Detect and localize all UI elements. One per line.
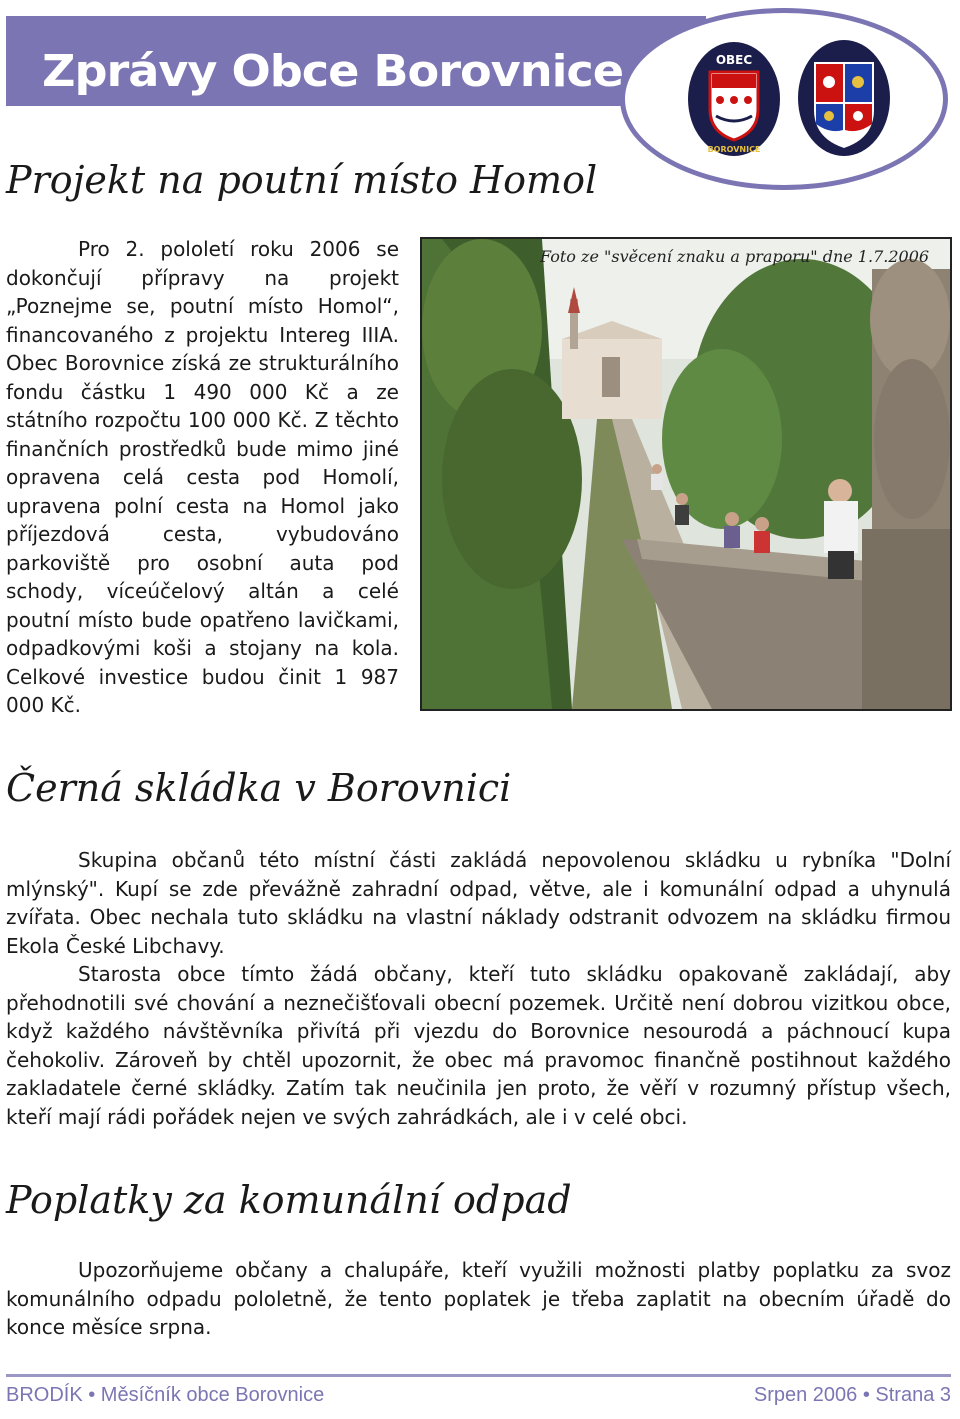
footer-publication: BRODÍK • Měsíčník obce Borovnice	[6, 1384, 325, 1406]
homol-article-text: Pro 2. pololetí roku 2006 se dokončují přípravy na projekt „Poznejme se, poutní místo Homol“, financovaného z projektu Intereg IIIA. Obec Borovnice získá ze strukturálního fondu částku 1 490 000 Kč a ze státního rozpočtu 100 000 Kč. Z těchto finančních prostředků bude mimo jiné opravena celá cesta pod Homolí, upravena polní cesta na Homol jako příjezdová cesta, vybudováno parkoviště pro osobní auta pod schody, víceúčelový altán a celé poutní místo bude opatřeno lavičkami, odpadkovými koši a stojany na kola. Celkové investice budou činit 1 987 000 Kč.	[6, 237, 399, 717]
footer-divider	[6, 1374, 951, 1377]
section-heading-skladka: Černá skládka v Borovnici	[6, 766, 512, 810]
pilgrimage-stairs-image	[422, 239, 950, 709]
poplatky-paragraph: Upozorňujeme občany a chalupáře, kteří využili možnosti platby poplatku za svoz komunálního odpadu pololetně, že tento poplatek je třeba zaplatit na obecním úřadě do konce měsíce srpna.	[6, 1258, 951, 1339]
svg-text:BOROVNICE: BOROVNICE	[707, 145, 761, 154]
homol-photo	[420, 237, 952, 711]
footer-page-info: Srpen 2006 • Strana 3	[753, 1384, 951, 1406]
svg-text:OBEC: OBEC	[715, 53, 753, 67]
section-heading-homol: Projekt na poutní místo Homol	[6, 158, 598, 202]
masthead-banner	[6, 16, 706, 106]
poplatky-article	[6, 1256, 951, 1342]
state-coat-of-arms-icon	[796, 38, 892, 158]
skladka-paragraph-1: Skupina občanů této místní části zakládá nepovolenou skládku u rybníka "Dolní mlýnský". Kupí se zde převážně zahradní odpad, větve, ale i komunální odpad a uhynulá zvířata. Obec nechala tuto skládku na vlastní náklady odstranit odvozem na skládku firmou Ekola České Libchavy.	[6, 848, 951, 958]
emblem-frame	[620, 8, 948, 190]
skladka-paragraph-2: Starosta obce tímto žádá občany, kteří tuto skládku opakovaně zakládají, aby přehodnotili své chování a neznečišťovali obecní pozemek. Určitě není dobrou vizitkou obce, když každého návštěvníka přivítá při vjezdu do Borovnice nesourodá a páchnoucí kupa čehokoliv. Zároveň by chtěl upozornit, že obec má pravomoc finančně postihnout každého zakladatele černé skládky. Zatím tak neučinila jen proto, že věří v rozumný přístup všech, kteří mají rádi pořádek nejen ve svých zahrádkách, ale i v celé obci.	[6, 962, 951, 1129]
masthead-title: Zprávy Obce Borovnice	[42, 46, 623, 97]
section-heading-poplatky: Poplatky za komunální odpad	[6, 1178, 572, 1222]
photo-caption: Foto ze "svěcení znaku a praporu" dne 1.7.2006	[540, 247, 930, 266]
skladka-article	[6, 846, 951, 1131]
village-coat-of-arms-icon	[686, 40, 782, 158]
